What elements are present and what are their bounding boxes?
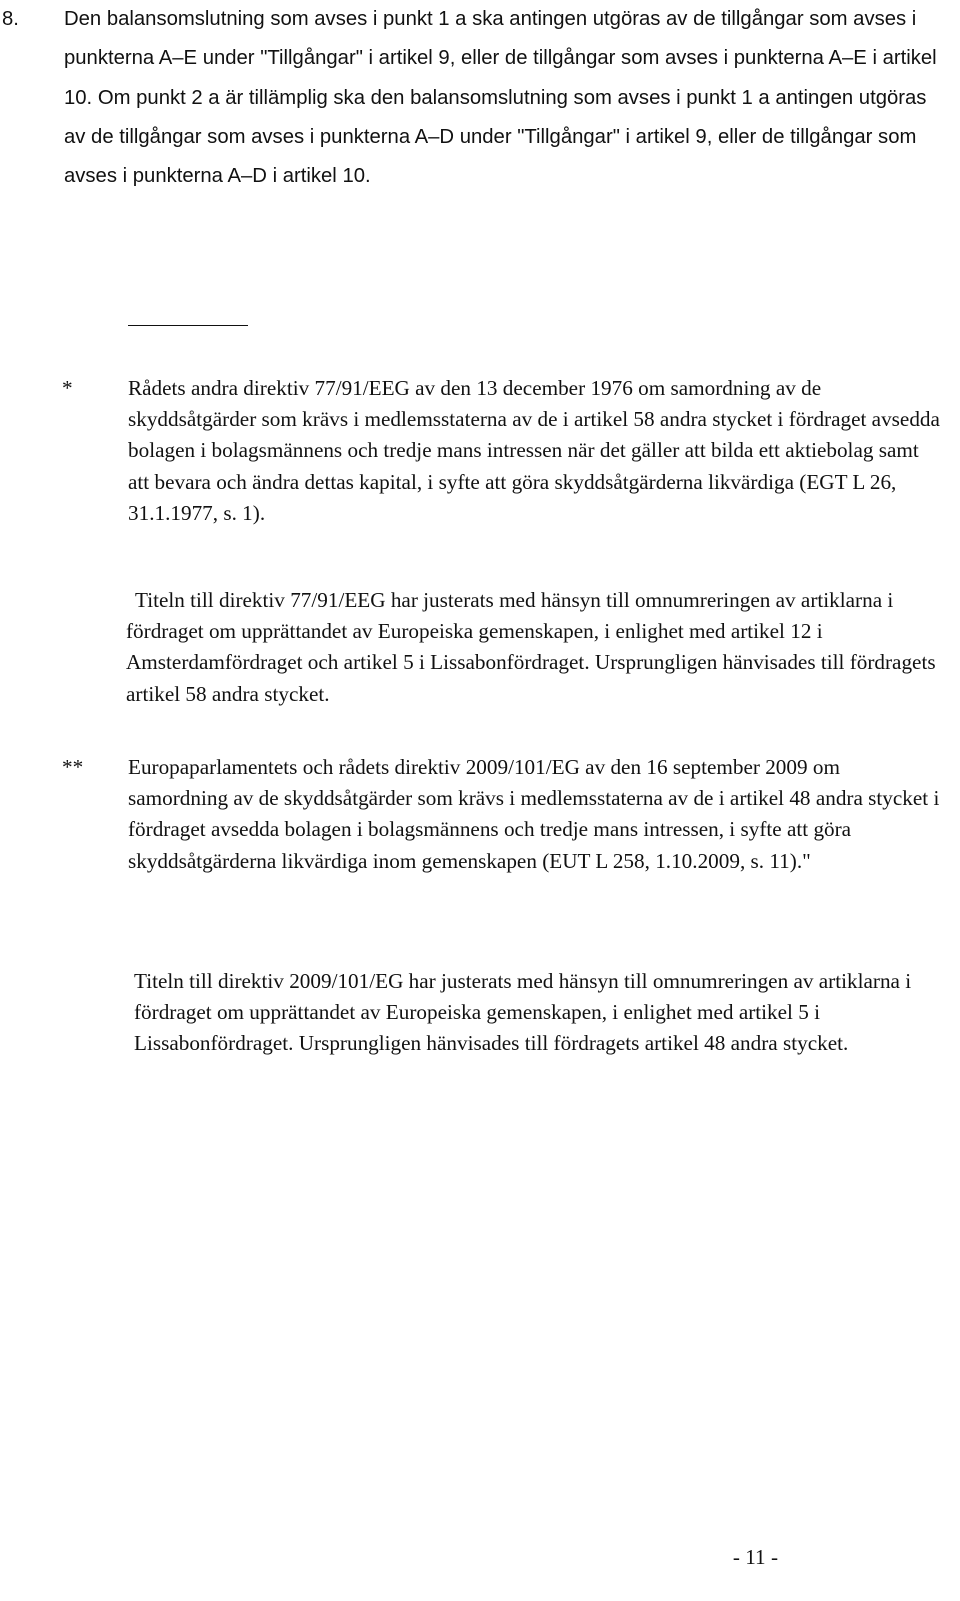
footnote-text: Europaparlamentets och rådets direktiv 2009/101/EG av den 16 september 2009 om samordning av de skyddsåtgärder som krävs i medlemsstaterna av de i artikel 48 andra stycket i fördraget avsedda bolagen i bolagsmännens och tredje mans intressen, i syfte att göra skyddsåtgärderna likvärdiga inom gemenskapen (EUT L 258, 1.10.2009, s. 11).": [128, 755, 940, 873]
footnote-mark: *: [62, 376, 73, 400]
footnote-note-text: Titeln till direktiv 77/91/EEG har justerats med hänsyn till omnumreringen av artiklarna i fördraget om upprättandet av Europeiska gemenskapen, i enlighet med artikel 12 i Amsterdamfördraget och artikel 5 i Lissabonfördraget. Ursprungligen hänvisades till fördragets artikel 58 andra stycket.: [126, 588, 936, 706]
paragraph-text: Den balansomslutning som avses i punkt 1 a ska antingen utgöras av de tillgångar som avses i punkterna A–E under "Tillgångar" i artikel 9, eller de tillgångar som avses i punkterna A–E i artikel 10. Om punkt 2 a är tillämplig ska den balansomslutning som avses i punkt 1 a antingen utgöras av de tillgångar som avses i punkterna A–D under "Tillgångar" i artikel 9, eller de tillgångar som avses i punkterna A–D i artikel 10.: [64, 8, 937, 188]
footnote-mark: **: [62, 755, 84, 779]
footnote-note-text: Titeln till direktiv 2009/101/EG har justerats med hänsyn till omnumreringen av artiklarna i fördraget om upprättandet av Europeiska gemenskapen, i enlighet med artikel 5 i Lissabonfördraget. Ursprungligen hänvisades till fördragets artikel 48 andra stycket.: [134, 969, 912, 1056]
page-number: - 11 -: [732, 1545, 778, 1569]
footnote-text: Rådets andra direktiv 77/91/EEG av den 13 december 1976 om samordning av de skyddsåtgärder som krävs i medlemsstaterna av de i artikel 58 andra stycket i fördraget avsedda bolagen i bolagsmännens och tredje mans intressen när det gäller att bilda ett aktiebolag samt att bevara och ändra dettas kapital, i syfte att göra skyddsåtgärderna likvärdiga (EGT L 26, 31.1.1977, s. 1).: [128, 376, 940, 525]
paragraph-number: 8.: [2, 8, 19, 30]
footnote-separator: [128, 325, 248, 326]
